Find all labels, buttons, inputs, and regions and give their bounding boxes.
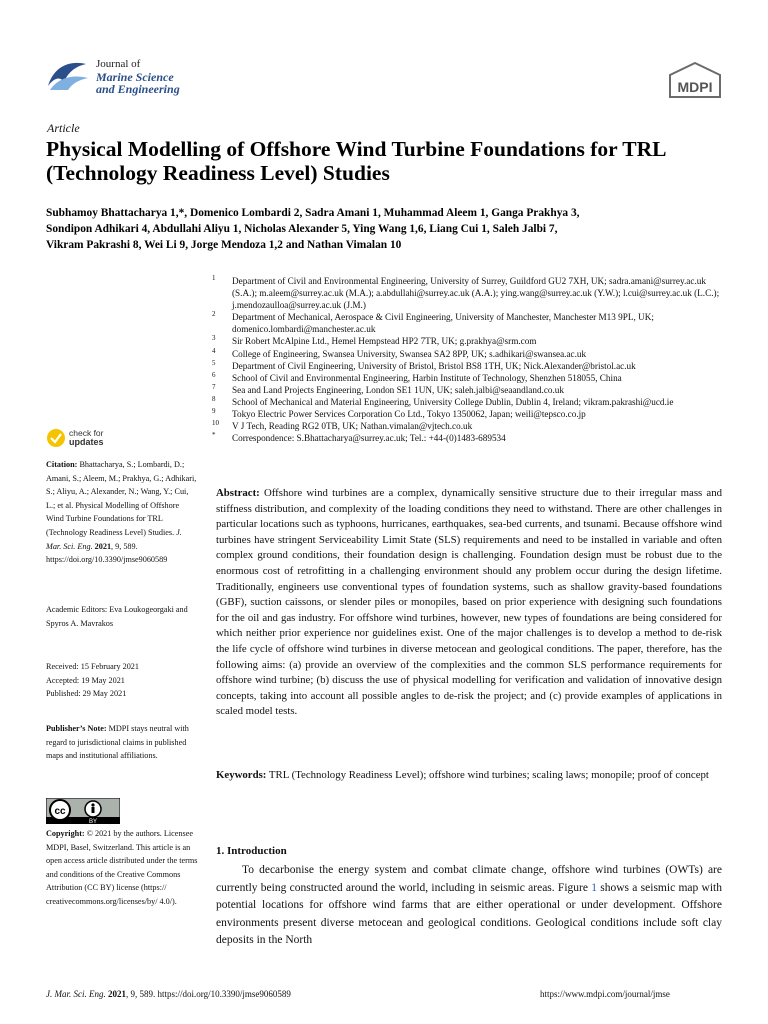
publisher-note: Publisher’s Note: MDPI stays neutral with regard to jurisdictional claims in published maps and institutional affiliations. <box>46 724 189 761</box>
journal-name: Journal of Marine Science and Engineering <box>96 58 180 96</box>
affiliation-item <box>212 311 732 335</box>
academic-editors: Academic Editors: Eva Loukogeorgaki and Spyros A. Mavrakos <box>46 605 188 628</box>
introduction-paragraph: To decarbonise the energy system and combat climate change, offshore wind turbines (OWTs) are currently being constructed around the world, including in seismic areas. Figure 1 shows a seismic map with potential locations for offshore wind farms that are either operational or under development. Offshore environments present diverse metocean and geological conditions. Geological conditions include soft clay deposits in the North <box>216 864 722 947</box>
page-title: Physical Modelling of Offshore Wind Turbine Foundations for TRL (Technology Readiness Level) Studies <box>46 137 666 185</box>
affiliation-number: 4 <box>212 346 216 355</box>
author-list <box>46 205 726 253</box>
affiliation-item <box>212 335 732 347</box>
affiliation-item <box>212 420 732 432</box>
affiliation-item <box>212 384 732 396</box>
affiliation-number: 5 <box>212 358 216 367</box>
affiliation-number: 2 <box>212 310 216 319</box>
svg-text:BY: BY <box>88 819 98 824</box>
affiliation-number: 1 <box>212 274 216 282</box>
svg-text:cc: cc <box>54 806 66 817</box>
cc-by-license-icon[interactable] <box>46 798 120 824</box>
copyright: Copyright: © 2021 by the authors. Licensee MDPI, Basel, Switzerland. This article is an open access article distributed under the terms and conditions of the Creative Commons Attribution (CC BY) license (https:// creativecommons.org/licenses/by/ 4.0/). <box>46 829 198 906</box>
affiliation-item <box>212 372 732 384</box>
affiliation-number: 8 <box>212 394 216 403</box>
mdpi-logo-icon <box>668 62 722 98</box>
dates: Received: 15 February 2021 Accepted: 19 May 2021 Published: 29 May 2021 <box>46 662 139 699</box>
figure-link[interactable]: 1 <box>591 881 597 894</box>
affiliation-text: Sir Robert McAlpine Ltd., Hemel Hempstead HP2 7TR, UK; g.prakhya@srm.com <box>232 336 537 347</box>
affiliation-text: School of Civil and Environmental Engineering, Harbin Institute of Technology, Shenzhen 518055, China <box>232 372 622 383</box>
affiliation-item <box>212 275 732 311</box>
affiliation-item <box>212 348 732 360</box>
affiliation-text: Correspondence: S.Bhattacharya@surrey.ac.uk; Tel.: +44-(0)1483-689534 <box>232 433 506 444</box>
affiliation-text: School of Mechanical and Material Engineering, University College Dublin, Dublin 4, Ireland; vikram.pakrashi@ucd.ie <box>232 396 674 407</box>
authors-line: Vikram Pakrashi 8, Wei Li 9, Jorge Mendoza 1,2 and Nathan Vimalan 10 <box>46 239 402 251</box>
journal-logo-icon <box>46 56 90 94</box>
affiliation-text: Department of Civil Engineering, University of Bristol, Bristol BS8 1TH, UK; Nick.Alexander@bristol.ac.uk <box>232 360 636 371</box>
affiliation-number: 7 <box>212 382 216 391</box>
svg-text:MDPI: MDPI <box>677 79 713 95</box>
affiliation-text: Sea and Land Projects Engineering, London SE1 1UN, UK; saleh.jalbi@seaandland.co.uk <box>232 384 564 395</box>
abstract: Abstract: Offshore wind turbines are a complex, dynamically sensitive structure due to their irregular mass and stiffness distribution, and complexity of the loading conditions they need to withstand. There are other challenges in particular locations such as typhoons, hurricanes, earthquakes, sea-bed currents, and tsunami. Because offshore wind turbines have stringent Serviceability Limit State (SLS) requirements and need to be installed in variable and often complex ground conditions, their foundation design is challenging. Foundation design must be robust due to the enormous cost of retrofitting in a challenging environment should any problem occur during the design lifetime. Traditionally, engineers use conventional types of foundation systems, such as shallow gravity-based foundations (GBF), suction caissons, or slender piles or monopiles, based on prior experience with designing such foundations for the oil and gas industry. For offshore wind turbines, however, new types of foundations are being considered for which neither prior experience nor guidelines exist. One of the major challenges is to develop a method to de-risk the life cycle of offshore wind turbines in diverse metocean and geological conditions. The paper, therefore, has the following aims: (a) provide an overview of the complexities and the common SLS performance requirements for offshore wind turbine; (b) discuss the use of physical modelling for verification and validation of innovative design concepts, taking into account all possible angles to de-risk the project; and (c) provide examples of applications in scaled model tests. <box>216 487 722 718</box>
affiliation-text: V J Tech, Reading RG2 0TB, UK; Nathan.vimalan@vjtech.co.uk <box>232 421 473 432</box>
affiliation-number: * <box>212 431 216 440</box>
affiliation-text: College of Engineering, Swansea University, Swansea SA2 8PP, UK; s.adhikari@swansea.ac.uk <box>232 348 587 359</box>
affiliation-number: 10 <box>212 419 219 428</box>
authors-line: Sondipon Adhikari 4, Abdullahi Aliyu 1, Nicholas Alexander 5, Ying Wang 1,6, Liang Cui 1, Saleh Jalbi 7, <box>46 223 558 235</box>
affiliations <box>212 275 732 444</box>
affiliation-text: Department of Mechanical, Aerospace & Civil Engineering, University of Manchester, Manchester M13 9PL, UK; domenico.lombardi@manchester.ac.uk <box>232 312 654 335</box>
authors-line: Subhamoy Bhattacharya 1,*, Domenico Lombardi 2, Sadra Amani 1, Muhammad Aleem 1, Ganga Prakhya 3, <box>46 207 580 219</box>
citation: Citation: Bhattacharya, S.; Lombardi, D.; Amani, S.; Aleem, M.; Prakhya, G.; Adhikari, S.; Aliyu, A.; Alexander, N.; Wang, Y.; Cui, L.; et al. Physical Modelling of Offshore Wind Turbine Foundations for TRL (Technology Readiness Level) Studies. J. Mar. Sci. Eng. 2021, 9, 589. https://doi.org/10.3390/jmse9060589 <box>46 460 197 565</box>
footer-url[interactable]: https://www.mdpi.com/journal/jmse <box>540 989 670 999</box>
affiliation-item <box>212 432 732 444</box>
check-updates-button[interactable]: check for updates <box>69 428 104 447</box>
affiliation-text: Tokyo Electric Power Services Corporation Co Ltd., Tokyo 1350062, Japan; weili@tepsco.co.jp <box>232 409 586 420</box>
affiliation-item <box>212 408 732 420</box>
affiliation-item <box>212 360 732 372</box>
affiliation-number: 9 <box>212 407 216 416</box>
article-type: Article <box>47 121 80 135</box>
footer-citation: J. Mar. Sci. Eng. 2021, 9, 589. https://doi.org/10.3390/jmse9060589 <box>46 989 291 999</box>
section-heading: 1. Introduction <box>216 845 287 857</box>
affiliation-number: 6 <box>212 370 216 379</box>
keywords: Keywords: TRL (Technology Readiness Level); offshore wind turbines; scaling laws; monopile; proof of concept <box>216 769 709 781</box>
affiliation-item <box>212 396 732 408</box>
check-updates-icon[interactable] <box>46 428 66 448</box>
affiliation-text: Department of Civil and Environmental Engineering, University of Surrey, Guildford GU2 7XH, UK; sadra.amani@surrey.ac.uk (S.A.); m.aleem@surrey.ac.uk (M.A.); a.abdullahi@surrey.ac.uk (A.A.); ying.wang@surrey.ac.uk (Y.W.); l.cui@surrey.ac.uk (L.C.); j.mendozaulloa@surrey.ac.uk (J.M.) <box>232 276 720 311</box>
affiliation-number: 3 <box>212 334 216 343</box>
